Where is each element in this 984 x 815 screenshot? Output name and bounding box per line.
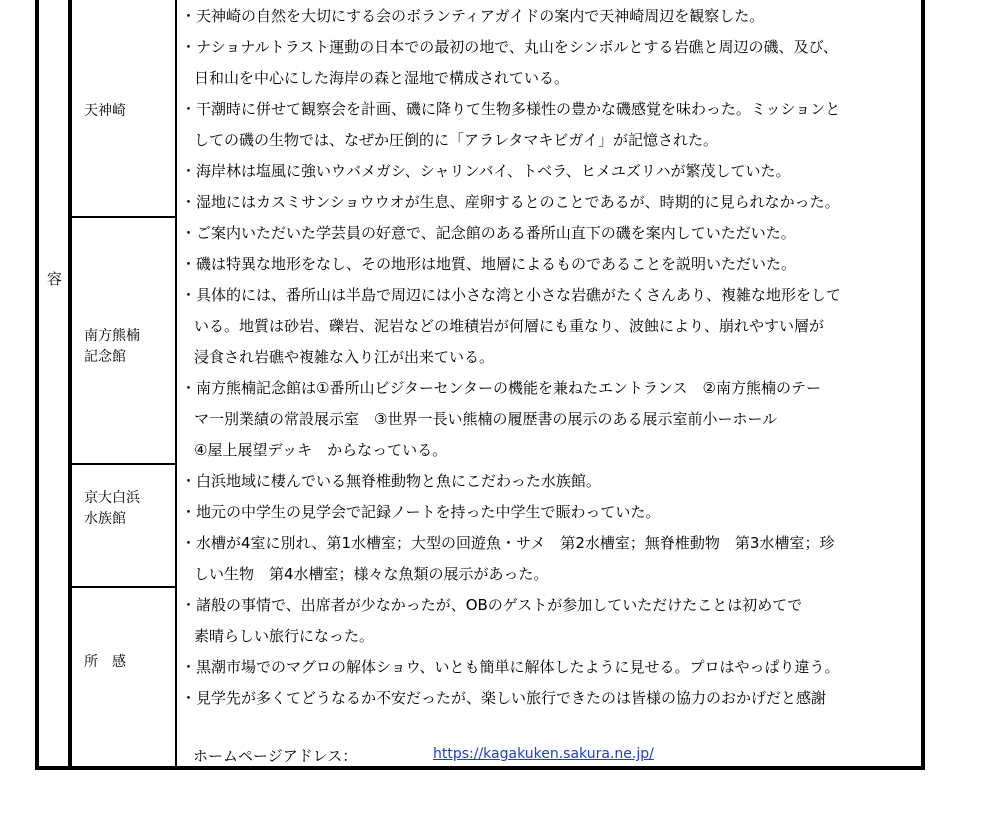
section-label-aquarium-line1: 京大白浜 [84, 490, 140, 506]
row-divider [72, 586, 177, 588]
body-line: ・具体的には、番所山は半島で周辺には小さな湾と小さな岩礁がたくさんあり、複雑な地形をして [181, 286, 842, 304]
body-line: ・白浜地域に棲んでいる無脊椎動物と魚にこだわった水族館。 [181, 472, 601, 490]
body-line: ・黒潮市場でのマグロの解体ショウ、いとも簡単に解体したように見せる。プロはやっぱり違う。 [181, 658, 840, 676]
body-line: ・ご案内いただいた学芸員の好意で、記念館のある番所山直下の磯を案内していただいた。 [181, 224, 796, 242]
section-label-minakata-line1: 南方熊楠 [84, 328, 140, 344]
body-line: しい生物 第4水槽室；様々な魚類の展示があった。 [194, 565, 549, 583]
body-line: 素晴らしい旅行になった。 [194, 627, 375, 645]
body-line: ・磯は特異な地形をなし、その地形は地質、地層によるものであることを説明いただいた。 [181, 255, 797, 273]
homepage-link[interactable]: https://kagakuken.sakura.ne.jp/ [433, 746, 654, 762]
body-line: ・地元の中学生の見学会で記録ノートを持った中学生で賑わっていた。 [181, 503, 661, 521]
body-line: ・諸般の事情で、出席者が少なかったが、OBのゲストが参加していただけたことは初めてで [181, 596, 803, 614]
body-line: ・南方熊楠記念館は①番所山ビジターセンターの機能を兼ねたエントランス ②南方熊楠のテー [181, 379, 821, 397]
body-line: ・天神崎の自然を大切にする会のボランティアガイドの案内で天神崎周辺を観察した。 [181, 7, 765, 25]
homepage-label: ホームページアドレス： [193, 747, 358, 765]
section-label-aquarium-line2: 水族館 [84, 511, 126, 527]
body-line: いる。地質は砂岩、礫岩、泥岩などの堆積岩が何層にも重なり、波蝕により、崩れやすい層が [194, 317, 825, 335]
body-line: 浸食され岩礁や複雑な入り江が出来ている。 [194, 348, 495, 366]
body-line: ④屋上展望デッキ からなっている。 [194, 441, 448, 459]
body-line: ・水槽が4室に別れ、第1水槽室；大型の回遊魚・サメ 第2水槽室；無脊椎動物 第3水槽室；珍 [181, 534, 835, 552]
body-line: ・見学先が多くてどうなるか不安だったが、楽しい旅行できたのは皆様の協力のおかげだと感謝 [181, 689, 827, 707]
body-line: ・ナショナルトラスト運動の日本での最初の地で、丸山をシンボルとする岩礁と周辺の磯、及び、 [181, 38, 838, 56]
body-line: ・干潮時に併せて観察会を計画、磯に降りて生物多様性の豊かな磯感覚を味わった。ミッションと [181, 100, 841, 118]
row-divider [72, 463, 177, 465]
column-divider-label [175, 0, 177, 770]
body-line: ・海岸林は塩風に強いウバメガシ、シャリンバイ、トベラ、ヒメユズリハが繁茂していた。 [181, 162, 791, 180]
row-divider [72, 216, 177, 218]
content-column-label: 容 [47, 270, 63, 288]
section-label-impressions: 所 感 [84, 654, 126, 670]
section-label-minakata-line2: 記念館 [84, 349, 126, 365]
section-label-tenjinzaki: 天神崎 [84, 103, 126, 119]
body-line: マ一別業績の常設展示室 ③世界一長い熊楠の履歴書の展示のある展示室前小ーホール [194, 410, 778, 428]
column-divider-left [68, 0, 72, 770]
body-line: 日和山を中心にした海岸の森と湿地で構成されている。 [194, 69, 570, 87]
body-line: しての磯の生物では、なぜか圧倒的に「アラレタマキビガイ」が記憶された。 [194, 131, 718, 149]
body-line: ・湿地にはカスミサンショウウオが生息、産卵するとのことであるが、時期的に見られなかった。 [181, 193, 840, 211]
